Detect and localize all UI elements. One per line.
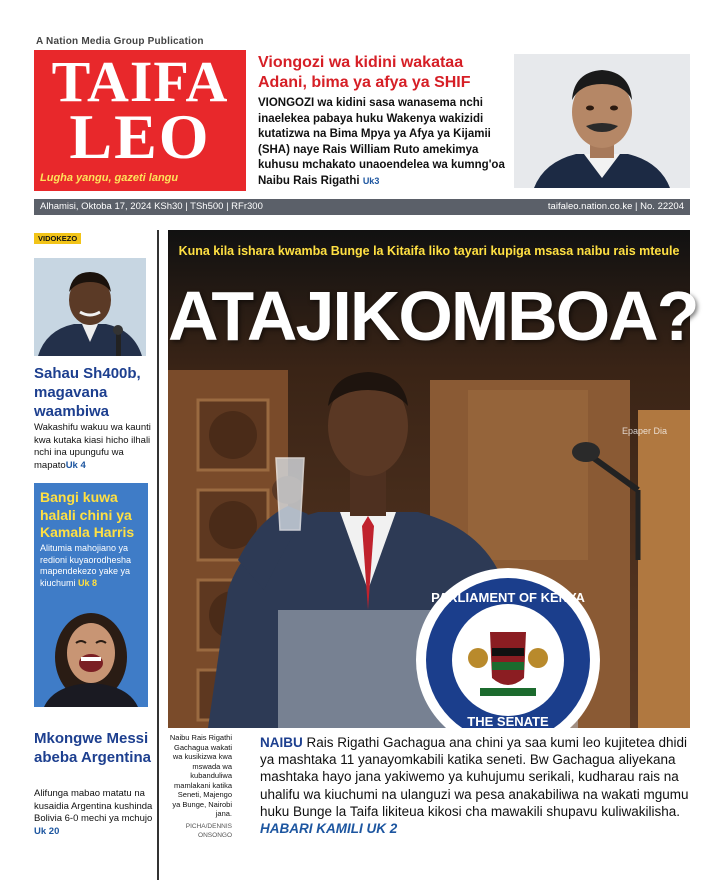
sidebar-divider [157, 230, 159, 880]
sidebar-story2-box [34, 483, 148, 707]
sidebar-story2-page-ref[interactable]: Uk 8 [78, 577, 98, 588]
podium-text-bottom: THE SENATE [467, 714, 549, 728]
sidebar-section-tag: VIDOKEZO [34, 233, 81, 244]
portrait-man-illustration [514, 54, 690, 188]
main-story-body [260, 734, 690, 837]
issue-date-price: Alhamisi, Oktoba 17, 2024 KSh30 | TSh500 | RFr300 [40, 201, 263, 212]
main-story-kicker: Kuna kila ishara kwamba Bunge la Kitaifa liko tayari kupiga msasa naibu rais mteule [178, 244, 680, 258]
epaper-watermark: Epaper Dia [622, 426, 668, 436]
sidebar-story1-text: Wakashifu wakuu wa kaunti kwa kutaka kiasi hicho ilhali nchi ina upungufu wa mapato [34, 422, 151, 471]
podium-text-top: PARLIAMENT OF KENYA [431, 590, 585, 605]
photo-credit: PICHA/DENNIS ONSONGO [185, 822, 232, 839]
top-story-body [258, 96, 508, 189]
sidebar-story3-text: Alifunga mabao matatu na kusaidia Argentina kushinda Bolivia 6-0 mechi ya mchujo [34, 788, 153, 824]
top-story-text: VIONGOZI wa kidini sasa wanasema nchi inaelekea pabaya huku Wakenya wakizidi kutatizwa na Bima Mpya ya Afya ya Kijamii (SHA) naye Rais William Ruto amekimya kuhusu mchakato unaoendelea wa kumng'oa Naibu Rais Rigathi [258, 97, 505, 187]
main-story-lead-word: NAIBU [260, 735, 303, 750]
top-story-page-ref[interactable]: Uk3 [362, 175, 380, 186]
sidebar-story1-photo [34, 258, 146, 356]
sidebar-story1-page-ref[interactable]: Uk 4 [65, 459, 86, 471]
date-price-bar [34, 199, 690, 215]
sidebar-story2-headline[interactable]: Bangi kuwa halali chini ya Kamala Harris [40, 489, 135, 540]
publisher-line: A Nation Media Group Publication [36, 36, 204, 47]
sidebar-story3-headline[interactable]: Mkongwe Messi abeba Argentina [34, 730, 151, 766]
portrait-speaker-illustration [34, 258, 146, 356]
sidebar-story3-page-ref[interactable]: Uk 20 [34, 825, 60, 837]
masthead-logo[interactable] [34, 50, 246, 191]
main-story-headline[interactable]: ATAJIKOMBOA? [168, 277, 698, 355]
top-story-photo [514, 54, 690, 188]
sidebar-story1-body [34, 422, 154, 472]
sidebar-story2-photo [34, 599, 148, 707]
read-more-link[interactable]: HABARI KAMILI UK 2 [260, 821, 398, 837]
photo-caption [168, 733, 232, 841]
main-story-text: Rais Rigathi Gachagua ana chini ya saa kumi leo kujitetea dhidi ya mashtaka 11 yanayomkabili katika seneti. Bw Gachagua aliyekana mashtaka hayo jana yakiwemo ya kuhujumu serikali, kudharau rais na uhalifu wa kiuchumi na ulanguzi wa pesa anakabiliwa na wakati mgumu huku Bunge la Taifa likiteua kikosi cha mawakili shupavu kuliwakilisha. [260, 735, 689, 819]
sidebar-story1-headline[interactable]: Sahau Sh400b, magavana waambiwa [34, 365, 141, 420]
masthead-line1: TAIFA [51, 49, 229, 114]
portrait-woman-laughing-illustration [34, 599, 148, 707]
sidebar-story2-body [40, 543, 146, 589]
website-issue-number[interactable]: taifaleo.nation.co.ke | No. 22204 [547, 201, 684, 212]
masthead-tagline: Lugha yangu, gazeti langu [40, 172, 179, 184]
photo-caption-text: Naibu Rais Rigathi Gachagua wakati wa kusikizwa kwa mswada wa kubanduliwa mamlakani katika Seneti, Majengo ya Bunge, Nairobi jana. [169, 733, 232, 818]
sidebar-story2-text: Alitumia mahojiano ya redioni kuyaorodhesha mapendekezo yake ya kiuchumi [40, 543, 132, 588]
sidebar-story3-body [34, 788, 154, 838]
top-story-headline[interactable]: Viongozi wa kidini wakataa Adani, bima ya afya ya SHIF [258, 54, 471, 91]
masthead-line2: LEO [69, 101, 211, 172]
